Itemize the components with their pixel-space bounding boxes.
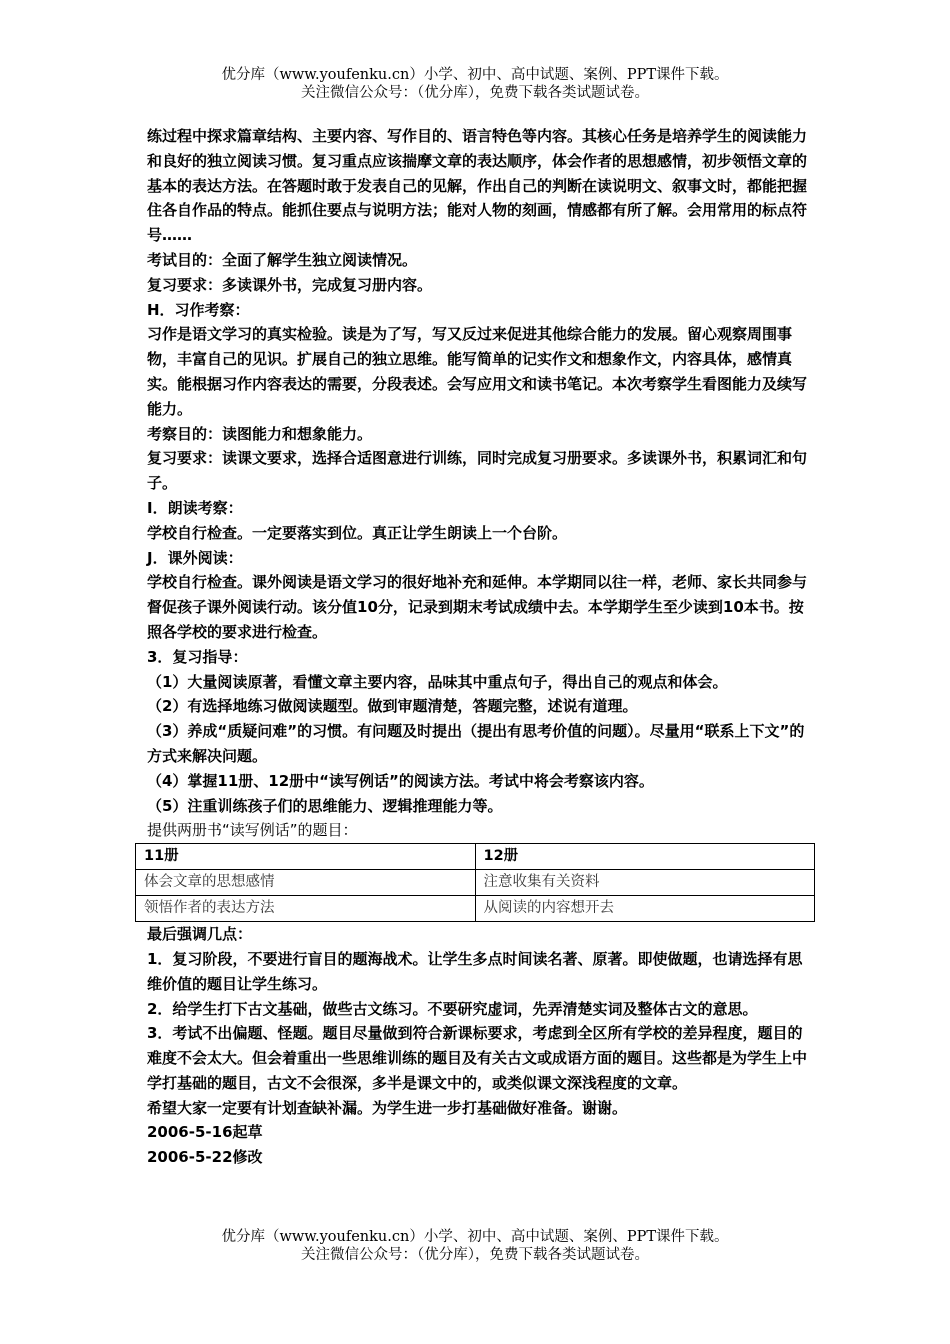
- header-line-1: 优分库（www.youfenku.cn）小学、初中、高中试题、案例、PPT课件下载。: [221, 67, 729, 83]
- section-j-title: J．课外阅读：: [147, 548, 243, 567]
- guide-item-2: （2）有选择地练习做阅读题型。做到审题清楚，答题完整，述说有道理。: [147, 697, 638, 716]
- topics-table: [135, 843, 815, 922]
- section-i-paragraph: 学校自行检查。一定要落实到位。真正让学生朗读上一个台阶。: [147, 523, 568, 542]
- table-cell: 体会文章的思想感情: [136, 870, 476, 896]
- guide-item-1: （1）大量阅读原著，看懂文章主要内容，品味其中重点句子，得出自己的观点和体会。: [147, 672, 728, 691]
- page-header: [0, 66, 950, 102]
- guide-item-3: （3）养成“质疑问难”的习惯。有问题及时提出（提出有思考价值的问题）。尽量用“联系上下文”的方式来解决问题。: [147, 722, 805, 765]
- guide-item-5: （5）注重训练孩子们的思维能力、逻辑推理能力等。: [147, 796, 503, 815]
- section-i-title: I．朗读考察：: [147, 498, 243, 517]
- document-body: [144, 124, 817, 1170]
- footer-line-1: 优分库（www.youfenku.cn）小学、初中、高中试题、案例、PPT课件下载。: [221, 1229, 729, 1245]
- table-row: [136, 870, 815, 896]
- table-header-cell: 12册: [475, 844, 815, 870]
- section-j-paragraph: 学校自行检查。课外阅读是语文学习的很好地补充和延伸。本学期同以往一样，老师、家长共同参与督促孩子课外阅读行动。该分值10分，记录到期末考试成绩中去。本学期学生至少读到10本书。按照各学校的要求进行检查。: [147, 573, 808, 641]
- section-h-title: H．习作考察：: [147, 300, 250, 319]
- section-h-requirement: 复习要求：读课文要求，选择合适图意进行训练，同时完成复习册要求。多读课外书，积累词汇和句子。: [147, 449, 808, 493]
- page-footer: [0, 1228, 950, 1264]
- reading-requirement: 复习要求：多读课外书，完成复习册内容。: [147, 275, 433, 294]
- section-h-goal: 考察目的：读图能力和想象能力。: [147, 424, 373, 443]
- table-caption: 提供两册书“读写例话”的题目：: [147, 821, 358, 840]
- table-cell: 从阅读的内容想开去: [475, 896, 815, 922]
- table-cell: 领悟作者的表达方法: [136, 896, 476, 922]
- reading-paragraph: 练过程中探求篇章结构、主要内容、写作目的、语言特色等内容。其核心任务是培养学生的阅读能力和良好的独立阅读习惯。复习重点应该揣摩文章的表达顺序，体会作者的思想感情，初步领悟文章的基本的表达方法。在答题时敢于发表自己的见解，作出自己的判断在读说明文、叙事文时，都能把握住各自作品的特点。能抓住要点与说明方法；能对人物的刻画，情感都有所了解。会用常用的标点符号……: [147, 127, 808, 245]
- draft-date: 2006-5-16起草: [147, 1123, 263, 1142]
- table-cell: 注意收集有关资料: [475, 870, 815, 896]
- closing-paragraph: 希望大家一定要有计划查缺补漏。为学生进一步打基础做好准备。谢谢。: [147, 1098, 628, 1117]
- guide-item-4: （4）掌握11册、12册中“读写例话”的阅读方法。考试中将会考察该内容。: [147, 771, 654, 790]
- table-header-cell: 11册: [136, 844, 476, 870]
- emphasis-title: 最后强调几点：: [147, 925, 253, 944]
- table-row: [136, 896, 815, 922]
- section-h-paragraph: 习作是语文学习的真实检验。读是为了写，写又反过来促进其他综合能力的发展。留心观察周围事物，丰富自己的见识。扩展自己的独立思维。能写简单的记实作文和想象作文，内容具体，感情真实。能根据习作内容表达的需要，分段表述。会写应用文和读书笔记。本次考察学生看图能力及续写能力。: [147, 325, 808, 418]
- footer-line-2: 关注微信公众号：（优分库），免费下载各类试题试卷。: [301, 1247, 649, 1263]
- emphasis-item-1: 1．复习阶段，不要进行盲目的题海战术。让学生多点时间读名著、原著。即使做题，也请选择有思维价值的题目让学生练习。: [147, 949, 803, 993]
- section-3-title: 3．复习指导：: [147, 647, 248, 666]
- emphasis-item-2: 2．给学生打下古文基础，做些古文练习。不要研究虚词，先弄清楚实词及整体古文的意思。: [147, 999, 758, 1018]
- revision-date: 2006-5-22修改: [147, 1148, 263, 1167]
- reading-goal: 考试目的：全面了解学生独立阅读情况。: [147, 250, 418, 269]
- header-line-2: 关注微信公众号：（优分库），免费下载各类试题试卷。: [301, 85, 649, 101]
- table-header-row: [136, 844, 815, 870]
- emphasis-item-3: 3．考试不出偏题、怪题。题目尽量做到符合新课标要求，考虑到全区所有学校的差异程度，题目的难度不会太大。但会着重出一些思维训练的题目及有关古文或成语方面的题目。这些都是为学生上中学打基础的题目，古文不会很深，多半是课文中的，或类似课文深浅程度的文章。: [147, 1024, 808, 1092]
